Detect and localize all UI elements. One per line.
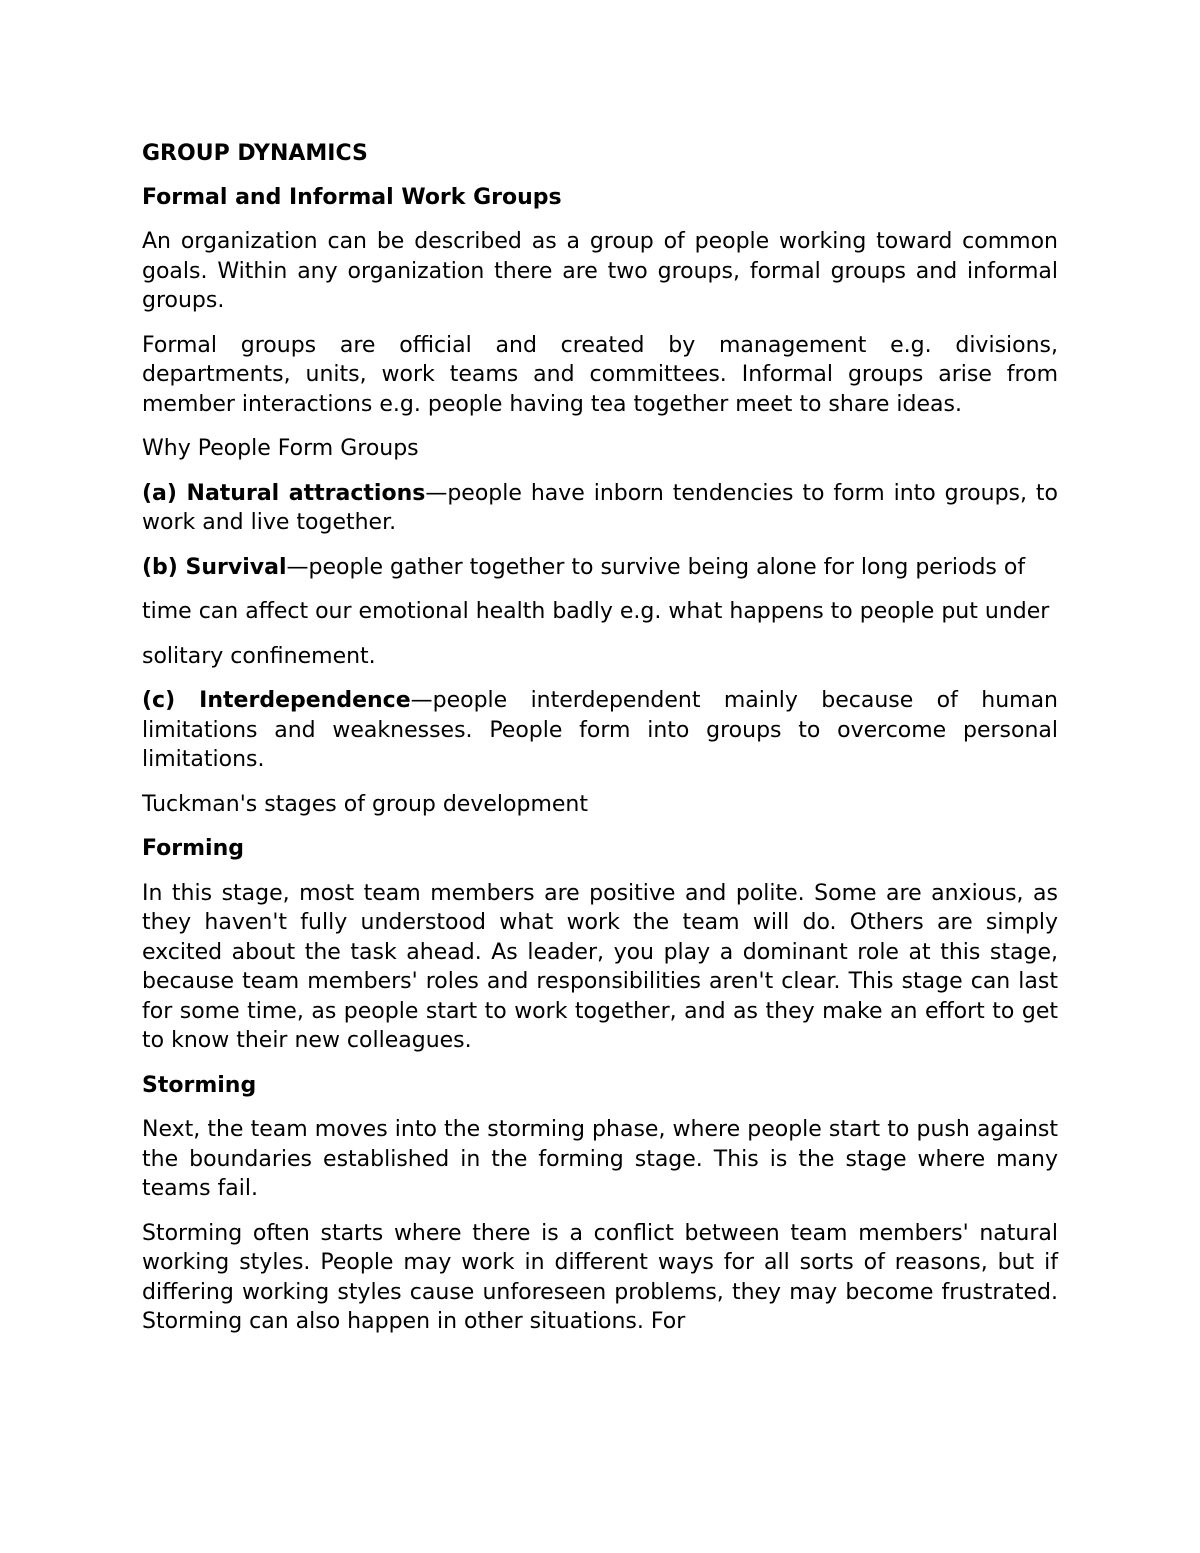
- section-heading-work-groups: Formal and Informal Work Groups: [142, 184, 562, 210]
- document-page: [142, 139, 1058, 1352]
- paragraph-formal-groups: Formal groups are official and created by management e.g. divisions, departments, units, work teams and committees. Informal groups arise from member interactions e.g. people having tea together meet to share ideas.: [142, 332, 1058, 417]
- item-c-label: (c) Interdependence: [142, 688, 411, 713]
- item-c-text: —people interdependent mainly because of human limitations and weaknesses. People form into groups to overcome personal limitations.: [142, 688, 1058, 772]
- forming-paragraph: In this stage, most team members are positive and polite. Some are anxious, as they haven't fully understood what work the team will do. Others are simply excited about the task ahead. As leader, you play a dominant role at this stage, because team members' roles and responsibilities aren't clear. This stage can last for some time, as people start to work together, and as they make an effort to get to know their new colleagues.: [142, 880, 1058, 1053]
- paragraph-organization: An organization can be described as a group of people working toward common goals. Within any organization there are two groups, formal groups and informal groups.: [142, 229, 1058, 313]
- storming-paragraph-1: Next, the team moves into the storming phase, where people start to push against the boundaries established in the forming stage. This is the stage where many teams fail.: [142, 1117, 1058, 1201]
- item-survival-continued-1: time can affect our emotional health badly e.g. what happens to people put under: [142, 599, 1050, 624]
- tuckman-heading: Tuckman's stages of group development: [142, 791, 588, 817]
- item-b-label: (b) Survival: [142, 554, 287, 580]
- storming-heading: Storming: [142, 1072, 257, 1098]
- item-survival: [142, 553, 1058, 583]
- storming-paragraph-2: Storming often starts where there is a conflict between team members' natural working styles. People may work in different ways for all sorts of reasons, but if differing working styles cause unforeseen problems, they may become frustrated. Storming can also happen in other situations. For: [142, 1220, 1058, 1334]
- item-b-text: —people gather together to survive being alone for long periods of: [286, 554, 1026, 580]
- item-a-label: (a) Natural attractions: [142, 480, 426, 506]
- item-a-text: —people have inborn tendencies to form into groups, to work and live together.: [142, 480, 1058, 535]
- why-groups-heading: Why People Form Groups: [142, 436, 419, 461]
- item-natural-attractions: [142, 479, 1058, 538]
- item-interdependence: [142, 686, 1058, 775]
- document-title: GROUP DYNAMICS: [142, 141, 368, 166]
- forming-heading: Forming: [142, 836, 244, 861]
- item-survival-continued-2: solitary confinement.: [142, 643, 376, 669]
